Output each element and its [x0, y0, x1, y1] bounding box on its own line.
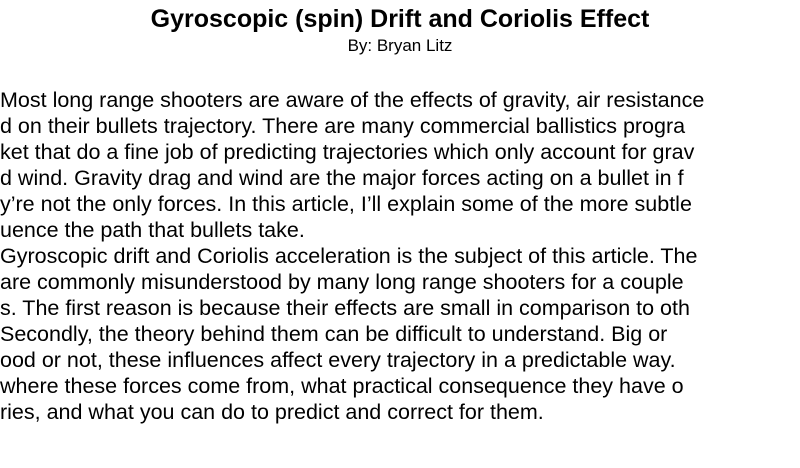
body-line-13: ries, and what you can do to predict and correct for them.	[0, 400, 544, 424]
body-line-11: ood or not, these influences affect every trajectory in a predictable way.	[0, 348, 676, 372]
body-line-9: s. The first reason is because their effects are small in comparison to oth	[0, 296, 690, 320]
body-line-12: where these forces come from, what practical consequence they have o	[0, 374, 684, 398]
body-line-4: d wind. Gravity drag and wind are the major forces acting on a bullet in f	[0, 166, 684, 190]
body-line-6: uence the path that bullets take.	[0, 218, 305, 242]
body-line-7: Gyroscopic drift and Coriolis acceleration is the subject of this article. The	[0, 244, 698, 268]
body-line-10: Secondly, the theory behind them can be difficult to understand. Big or	[0, 322, 668, 346]
document-title: Gyroscopic (spin) Drift and Coriolis Effect	[150, 5, 650, 33]
body-line-5: y’re not the only forces. In this article, I’ll explain some of the more subtle	[0, 192, 692, 216]
body-line-8: are commonly misunderstood by many long range shooters for a couple	[0, 270, 684, 294]
body-line-1: Most long range shooters are aware of the effects of gravity, air resistance	[0, 88, 705, 112]
author-byline: By: Bryan Litz	[347, 36, 453, 55]
body-line-2: d on their bullets trajectory. There are many commercial ballistics progra	[0, 114, 686, 138]
body-line-3: ket that do a fine job of predicting trajectories which only account for grav	[0, 140, 695, 164]
